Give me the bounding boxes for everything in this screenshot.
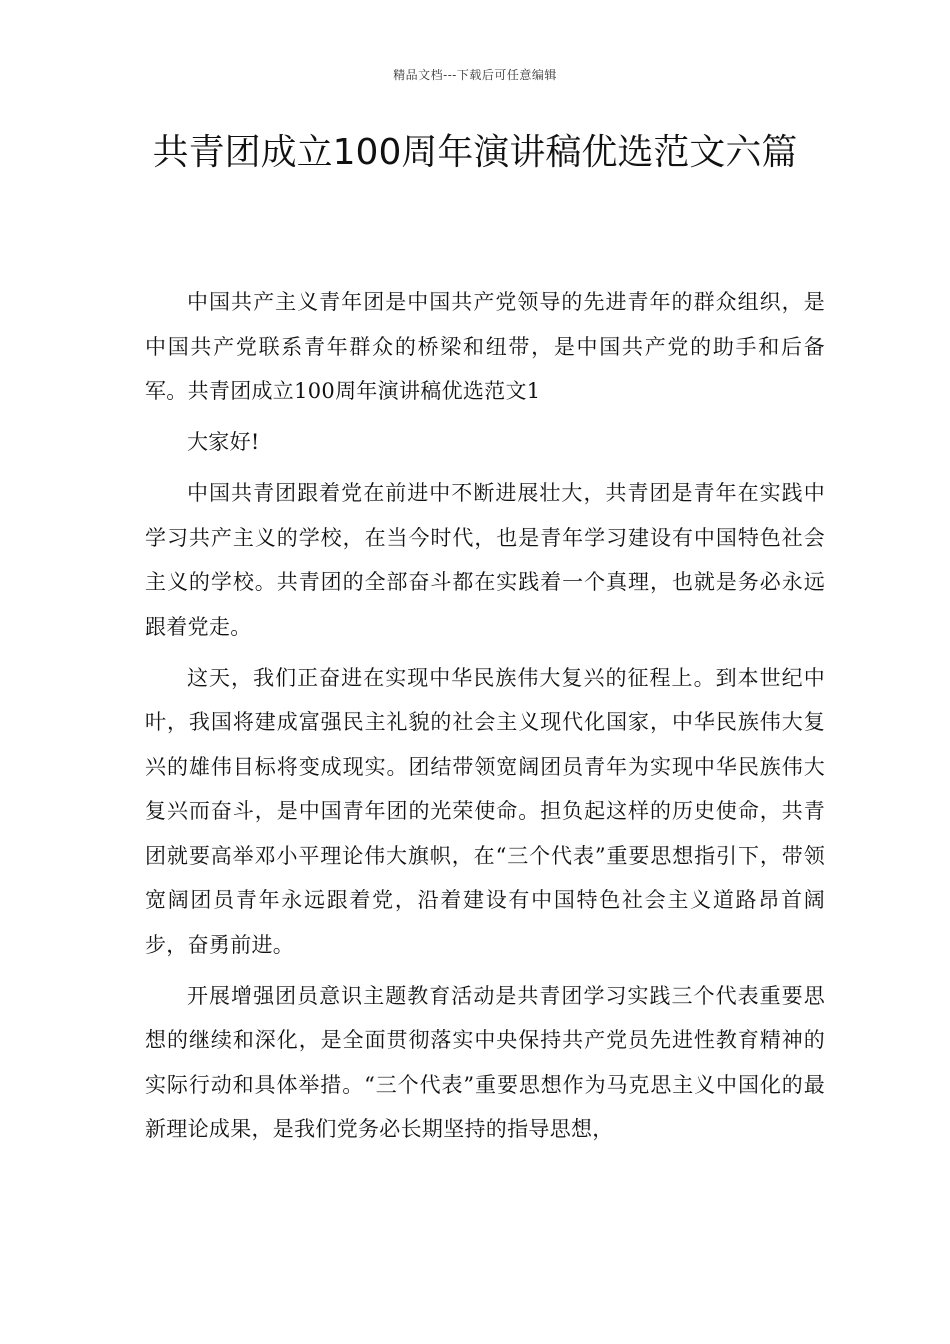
document-body <box>145 280 825 1158</box>
paragraph: 中国共青团跟着党在前进中不断进展壮大，共青团是青年在实践中学习共产主义的学校，在当今时代，也是青年学习建设有中国特色社会主义的学校。共青团的全部奋斗都在实践着一个真理，也就是务必永远跟着党走。 <box>145 481 825 639</box>
paragraph: 大家好! <box>187 430 260 454</box>
header-note: 精品文档---下载后可任意编辑 <box>393 68 557 82</box>
paragraph: 这天，我们正奋进在实现中华民族伟大复兴的征程上。到本世纪中叶，我国将建成富强民主礼貌的社会主义现代化国家，中华民族伟大复兴的雄伟目标将变成现实。团结带领宽阔团员青年为实现中华民族伟大复兴而奋斗，是中国青年团的光荣使命。担负起这样的历史使命，共青团就要高举邓小平理论伟大旗帜，在“三个代表”重要思想指引下，带领宽阔团员青年永远跟着党，沿着建设有中国特色社会主义道路昂首阔步，奋勇前进。 <box>145 665 825 957</box>
document-title: 共青团成立100周年演讲稿优选范文六篇 <box>152 132 798 173</box>
paragraph: 中国共产主义青年团是中国共产党领导的先进青年的群众组织，是中国共产党联系青年群众的桥梁和纽带，是中国共产党的助手和后备军。共青团成立100周年演讲稿优选范文1 <box>145 290 825 403</box>
paragraph: 开展增强团员意识主题教育活动是共青团学习实践三个代表重要思想的继续和深化，是全面贯彻落实中央保持共产党员先进性教育精神的实际行动和具体举措。“三个代表”重要思想作为马克思主义中国化的最 新理论成果，是我们党务必长期坚持的指导思想， <box>145 983 825 1141</box>
